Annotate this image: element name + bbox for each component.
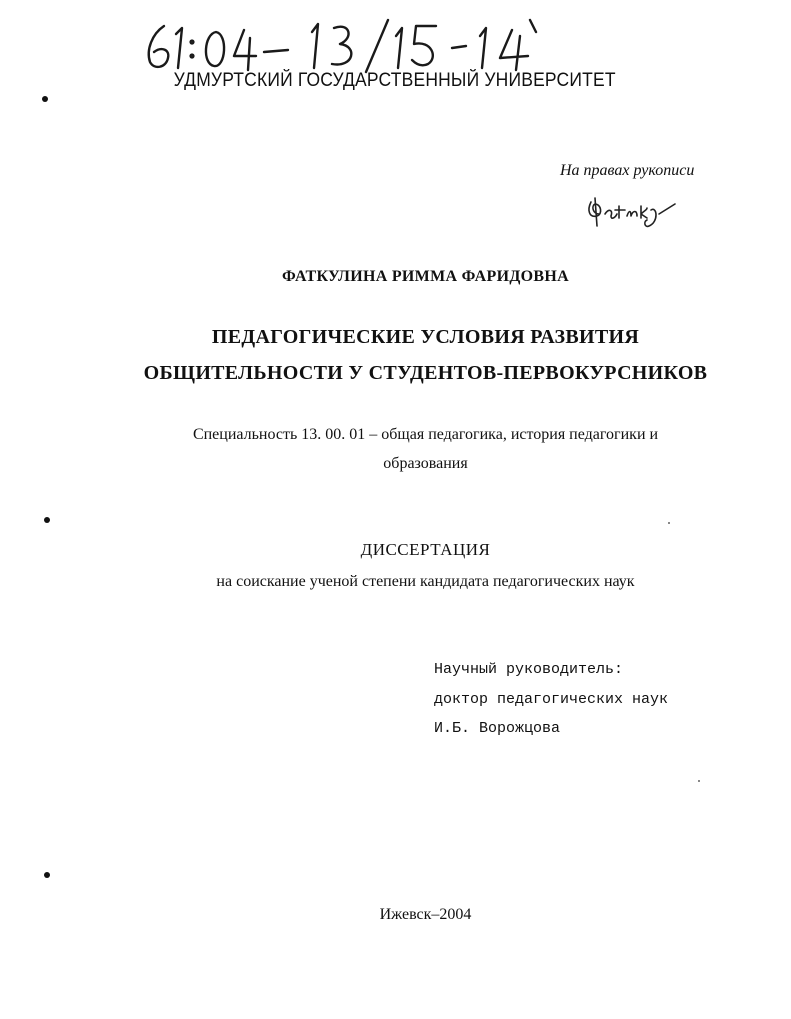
- manuscript-rights-note: На правах рукописи: [560, 162, 695, 179]
- document-type: ДИССЕРТАЦИЯ: [360, 540, 491, 559]
- author-signature: [585, 192, 685, 232]
- dissertation-title-line-1: ПЕДАГОГИЧЕСКИЕ УСЛОВИЯ РАЗВИТИЯ: [211, 326, 640, 348]
- degree-statement: на соискание ученой степени кандидата педагогических наук: [216, 573, 635, 590]
- scan-speck: [668, 522, 670, 524]
- dissertation-title-line-2: ОБЩИТЕЛЬНОСТИ У СТУДЕНТОВ-ПЕРВОКУРСНИКОВ: [143, 362, 708, 384]
- city-year: Ижевск–2004: [379, 906, 472, 923]
- scan-mark-dot: [42, 96, 48, 102]
- scan-mark-dot: [44, 517, 50, 523]
- university-name: УДМУРТСКИЙ ГОСУДАРСТВЕННЫЙ УНИВЕРСИТЕТ: [173, 70, 616, 91]
- handwritten-catalog-number: [140, 12, 560, 74]
- author-name: ФАТКУЛИНА РИММА ФАРИДОВНА: [282, 268, 569, 285]
- specialty-line-1: Специальность 13. 00. 01 – общая педагогика, история педагогики и: [192, 426, 659, 443]
- supervisor-name: И.Б. Ворожцова: [434, 720, 561, 737]
- scan-speck: [698, 780, 700, 782]
- specialty-line-2: образования: [383, 455, 468, 472]
- scan-mark-dot: [44, 872, 50, 878]
- supervisor-degree: доктор педагогических наук: [434, 691, 669, 708]
- supervisor-label: Научный руководитель:: [434, 661, 624, 678]
